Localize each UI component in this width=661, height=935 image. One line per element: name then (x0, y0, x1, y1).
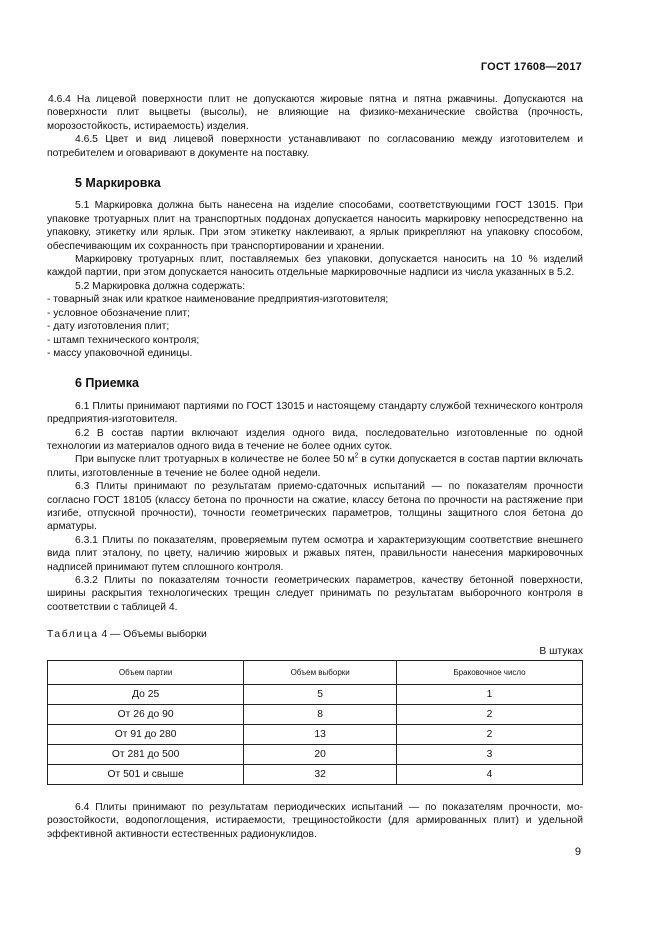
table-cell: 5 (244, 685, 397, 705)
paragraph-4-6-5 (47, 133, 583, 160)
table-cell: До 25 (48, 685, 244, 705)
paragraph-6-3-1: 6.3.1 Плиты по показателям, проверяемым путем осмотра и характеризующим соответствие внешнего вида плит эталону, по цвету, наличию жировых и ржавых пятен, правильности нанесения маркировочных надписей принимают путем сплошного контроля. (47, 534, 583, 573)
list-item: - условное обозначение плит; (47, 307, 190, 319)
table-cell: 2 (397, 725, 583, 745)
paragraph-5-1-b: Маркировку тротуарных плит, поставляемых без упаковки, допускается наносить на 10 % изделий каждой партии, при этом допускается наносить отдельные маркировочные надписи из числа указанных в 5.2. (47, 254, 583, 279)
table-cell: 4 (397, 765, 583, 785)
paragraph-4-6-4 (47, 93, 583, 133)
table-cell: От 501 и свыше (48, 765, 244, 785)
paragraph-6-2-b-pre: При выпуске плит тротуарных в количестве не более 50 м (75, 454, 355, 466)
table-row (48, 745, 583, 765)
list-item: - товарный знак или краткое наименование предприятия-изготовителя; (47, 294, 389, 306)
table-row (48, 765, 583, 785)
paragraph-6-3-2: 6.3.2 Плиты по показателям точности геометрических параметров, качеству бетонной поверхности, ширины раскрытия технологических трещин следует принимать по результатам выборочного контроля в соответствии с таблицей 4. (47, 575, 583, 613)
table-unit: В штуках (539, 645, 583, 657)
header-lot-size: Объем партии (48, 661, 244, 685)
paragraph-5-2: 5.2 Маркировка должна содержать: (75, 280, 246, 292)
table-row (48, 725, 583, 745)
list-item: - штамп технического контроля; (47, 334, 200, 346)
paragraph-4-6-4-text: 4.6.4 На лицевой поверхности плит не допускаются жировые пятна и пятна ржавчины. Допускаются на поверхности плит выцветы (высолы), не влияющие на физико-механические свойства (прочность, морозостойкость, истираемость) изделия. (47, 94, 583, 132)
table-cell: 13 (244, 725, 397, 745)
paragraph-6-2-b-post: в сутки допускается в состав партии включать плиты, изготовленные в течение не более одной недели. (47, 454, 583, 479)
header-reject-number: Браковочное число (397, 661, 583, 685)
section-5-title: 5 Маркировка (75, 176, 161, 191)
document-code-header: ГОСТ 17608—2017 (480, 61, 582, 73)
paragraph-6-2: 6.2 В состав партии включают изделия одного вида, последовательно изготовленные по одной технологии из материалов одного вида в течение не более одних суток. (47, 427, 583, 452)
paragraph-4-6-5-text: 4.6.5 Цвет и вид лицевой поверхности устанавливают по согласованию между изготовителем и потребителем и оговаривают в документе на поставку. (47, 134, 583, 159)
document-body (47, 93, 583, 841)
superscript-2: 2 (354, 452, 359, 460)
paragraph-6-1: 6.1 Плиты принимают партиями по ГОСТ 13015 и настоящему стандарту службой технического контроля предприятия-изготовителя. (47, 400, 583, 426)
table-cell: 1 (397, 685, 583, 705)
paragraph-6-3: 6.3 Плиты принимают по результатам приемо-сдаточных испытаний — по показателям прочности согласно ГОСТ 18105 (классу бетона по прочности на сжатие, классу бетона по прочности на растяжение при изгибе, отпускной прочности), точности геометрических параметров, толщины защитного слоя бетона до арматуры. (47, 481, 583, 533)
table-caption-label: Таблица (47, 629, 99, 641)
header-sample-size: Объем выборки (244, 661, 397, 685)
paragraph-6-4: 6.4 Плиты принимают по результатам периодических испытаний — по показателям прочности, морозостойкости, водопоглощения, истираемости, трещиностойкости (для армированных плит) и удельной эффективной активности естественных радионуклидов. (47, 802, 583, 840)
page-number: 9 (574, 846, 581, 858)
list-item: - массу упаковочной единицы. (47, 347, 193, 359)
paragraph-5-1: 5.1 Маркировка должна быть нанесена на изделие способами, соответствующими ГОСТ 13015. При упаковке тротуарных плит на транспортных поддонах допускается наносить маркировку непосредственно на упаковку, этикетку или ярлык. При этом этикетку наклеивают, а ярлык прикрепляют на упаковку способом, обеспечивающим их сохранность при транспортировании и хранении. (47, 200, 583, 252)
table-cell: 3 (397, 745, 583, 765)
table-cell: От 26 до 90 (48, 705, 244, 725)
table-cell: 8 (244, 705, 397, 725)
section-6-title: 6 Приемка (75, 376, 139, 391)
sample-size-table (47, 660, 583, 785)
table-cell: От 91 до 280 (48, 725, 244, 745)
table-header-row (48, 661, 583, 685)
table-cell: 32 (244, 765, 397, 785)
table-cell: От 281 до 500 (48, 745, 244, 765)
table-row (48, 685, 583, 705)
table-row (48, 705, 583, 725)
paragraph-6-2-b (47, 453, 583, 480)
table-caption-title: 4 — Объемы выборки (101, 629, 207, 641)
marking-list (47, 293, 583, 360)
list-item: - дату изготовления плит; (47, 321, 170, 333)
table-cell: 2 (397, 705, 583, 725)
table-cell: 20 (244, 745, 397, 765)
table-caption (47, 628, 583, 641)
